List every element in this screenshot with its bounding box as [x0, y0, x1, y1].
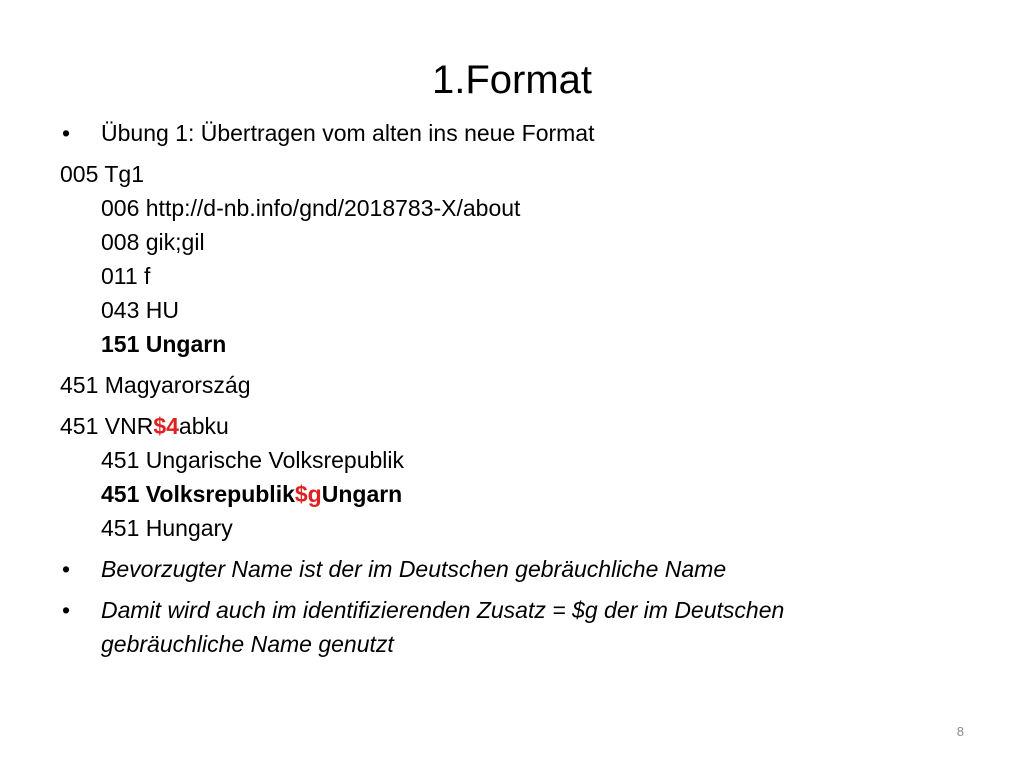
field-451-volksrepublik-prefix: 451 Volksrepublik: [101, 481, 295, 507]
field-043: 043 HU: [101, 297, 179, 323]
slide-title: 1.Format: [431, 58, 593, 102]
field-451-vnr: [60, 409, 1000, 443]
field-011: 011 f: [101, 263, 151, 289]
intro-bullet: [60, 116, 1000, 150]
subfield-code-g: $g: [294, 481, 322, 507]
field-451-volksrepublik: [60, 477, 1000, 511]
page-number: 8: [956, 724, 964, 739]
slide-body: [60, 116, 1000, 668]
note-bullet-2: [60, 593, 1000, 661]
subfield-code-4: $4: [153, 413, 179, 439]
field-151: 151 Ungarn: [101, 331, 227, 357]
intro-bullet-text: Übung 1: Übertragen vom alten ins neue Format: [101, 120, 595, 146]
bullet-icon: •: [62, 120, 71, 146]
field-451-magyarorszag: 451 Magyarország: [60, 372, 251, 398]
field-008: 008 gik;gil: [101, 229, 205, 255]
record-block-2: [60, 409, 1000, 545]
note-bullet-1-text: Bevorzugter Name ist der im Deutschen gebräuchliche Name: [101, 556, 727, 582]
field-451-hungary: 451 Hungary: [101, 515, 233, 541]
note-bullet-2-line-1: Damit wird auch im identifizierenden Zusatz = $g der im Deutschen: [101, 597, 785, 623]
field-006: 006 http://d-nb.info/gnd/2018783-X/about: [101, 195, 521, 221]
field-451-ungarische-volksrepublik: 451 Ungarische Volksrepublik: [101, 447, 405, 473]
bullet-icon: •: [62, 556, 71, 582]
field-451-vnr-prefix: 451 VNR: [60, 413, 154, 439]
field-451-volksrepublik-suffix: Ungarn: [321, 481, 403, 507]
field-451-vnr-suffix: abku: [178, 413, 229, 439]
record-block-1: [60, 157, 1000, 361]
bullet-icon: •: [62, 597, 71, 623]
note-bullet-1: [60, 552, 1000, 586]
note-bullet-2-line-2: gebräuchliche Name genutzt: [101, 631, 394, 657]
field-005: 005 Tg1: [60, 161, 144, 187]
